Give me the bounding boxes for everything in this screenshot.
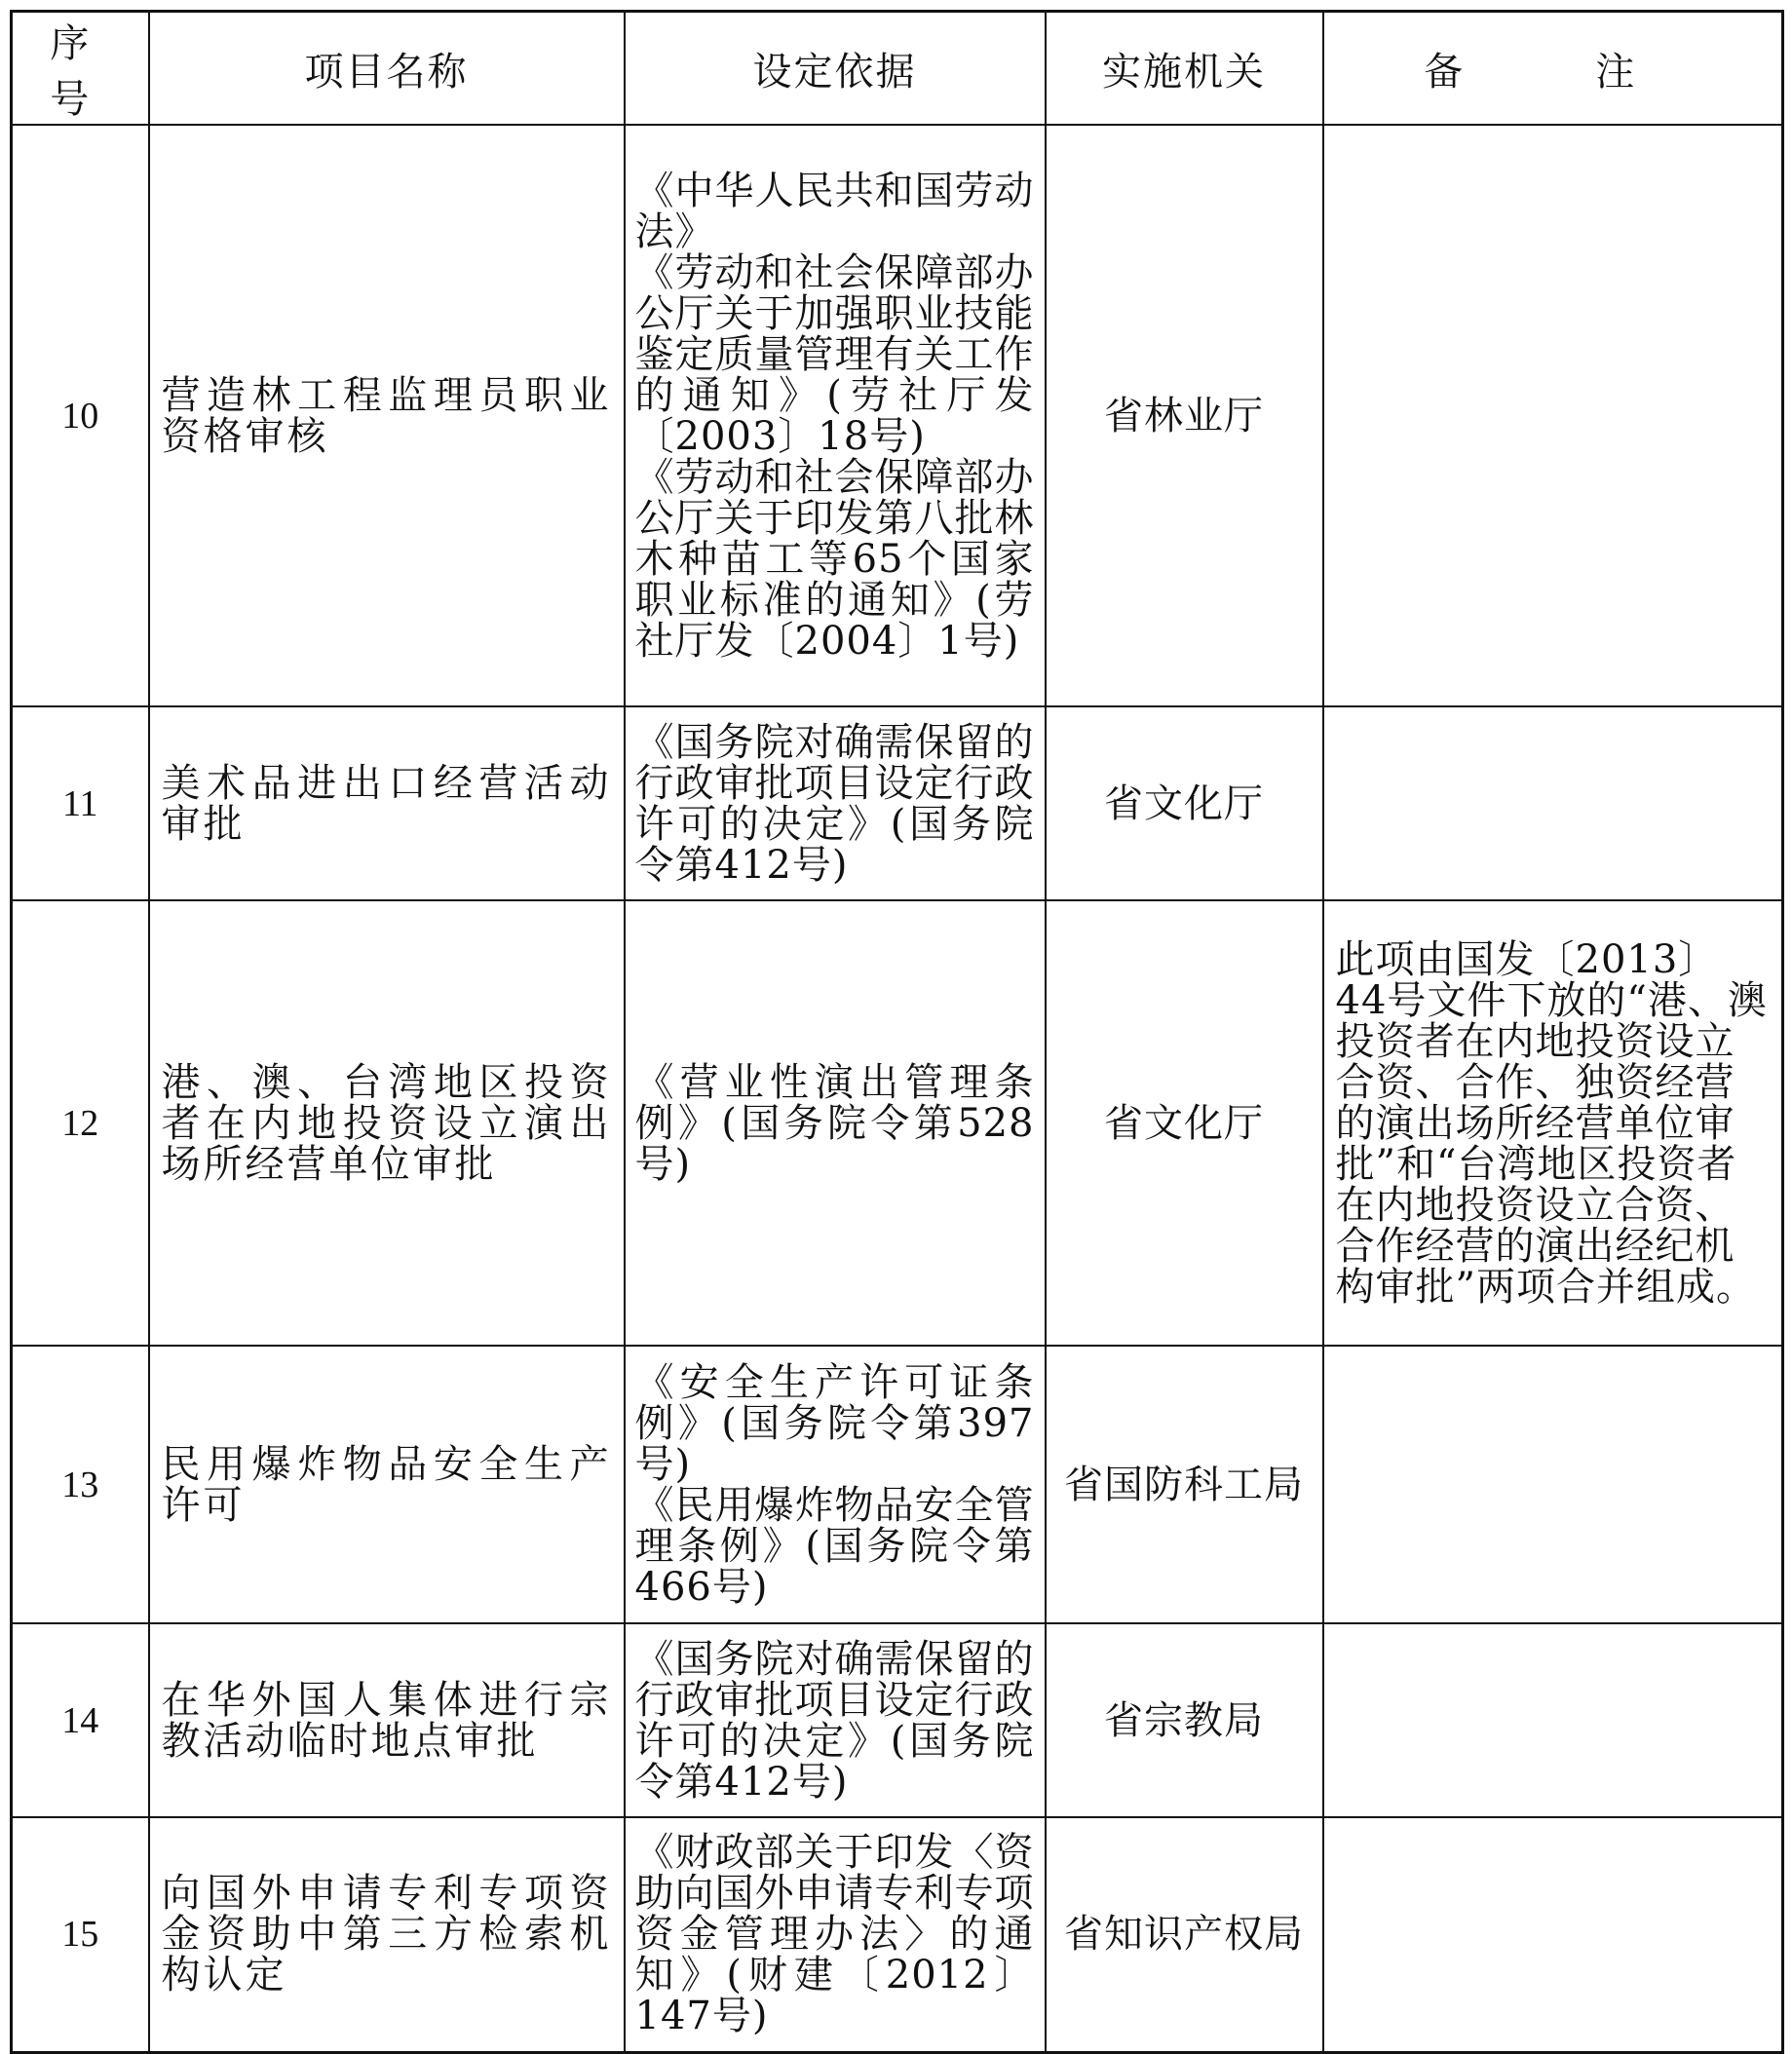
row-seq: 12: [12, 900, 149, 1346]
row-legal-basis: 《安全生产许可证条例》(国务院令第397号) 《民用爆炸物品安全管理条例》(国务院令第466号): [625, 1346, 1046, 1623]
table-row: [12, 125, 1783, 706]
row-legal-basis: 《中华人民共和国劳动法》 《劳动和社会保障部办公厅关于加强职业技能鉴定质量管理有关工作的通知》(劳社厅发〔2003〕18号) 《劳动和社会保障部办公厅关于印发第八批林木种苗工等65个国家职业标准的通知》(劳社厅发〔2004〕1号): [625, 125, 1046, 706]
row-remarks: [1323, 1346, 1783, 1623]
table-row: [12, 1623, 1783, 1817]
row-item-name: 在华外国人集体进行宗教活动临时地点审批: [149, 1623, 625, 1817]
row-item-name: 向国外申请专利专项资金资助中第三方检索机构认定: [149, 1817, 625, 2052]
row-agency: 省文化厅: [1046, 706, 1323, 900]
header-remarks: 备 注: [1323, 12, 1783, 126]
table-row: [12, 900, 1783, 1346]
row-agency: 省文化厅: [1046, 900, 1323, 1346]
row-item-name: 民用爆炸物品安全生产许可: [149, 1346, 625, 1623]
row-seq: 13: [12, 1346, 149, 1623]
row-item-name: 美术品进出口经营活动审批: [149, 706, 625, 900]
row-seq: 10: [12, 125, 149, 706]
row-remarks: [1323, 706, 1783, 900]
header-seq: 序 号: [12, 12, 149, 126]
row-item-name: 港、澳、台湾地区投资者在内地投资设立演出场所经营单位审批: [149, 900, 625, 1346]
row-remarks: [1323, 1623, 1783, 1817]
row-legal-basis: 《国务院对确需保留的行政审批项目设定行政许可的决定》(国务院令第412号): [625, 1623, 1046, 1817]
row-agency: 省知识产权局: [1046, 1817, 1323, 2052]
row-seq: 11: [12, 706, 149, 900]
table-row: [12, 1817, 1783, 2052]
row-seq: 15: [12, 1817, 149, 2052]
table-row: [12, 706, 1783, 900]
row-remarks: [1323, 1817, 1783, 2052]
row-agency: 省国防科工局: [1046, 1346, 1323, 1623]
header-agency: 实施机关: [1046, 12, 1323, 126]
table-row: [12, 1346, 1783, 1623]
row-legal-basis: 《国务院对确需保留的行政审批项目设定行政许可的决定》(国务院令第412号): [625, 706, 1046, 900]
row-remarks: [1323, 125, 1783, 706]
table-header-row: [12, 12, 1783, 126]
row-seq: 14: [12, 1623, 149, 1817]
row-agency: 省宗教局: [1046, 1623, 1323, 1817]
row-item-name: 营造林工程监理员职业资格审核: [149, 125, 625, 706]
row-legal-basis: 《营业性演出管理条例》(国务院令第528号): [625, 900, 1046, 1346]
approval-items-table: [10, 10, 1784, 2054]
header-legal-basis: 设定依据: [625, 12, 1046, 126]
header-item-name: 项目名称: [149, 12, 625, 126]
row-remarks: 此项由国发〔2013〕44号文件下放的“港、澳投资者在内地投资设立合资、合作、独资经营的演出场所经营单位审批”和“台湾地区投资者在内地投资设立合资、合作经营的演出经纪机构审批”两项合并组成。: [1323, 900, 1783, 1346]
approval-items-table-container: [10, 10, 1784, 2054]
row-agency: 省林业厅: [1046, 125, 1323, 706]
row-legal-basis: 《财政部关于印发〈资助向国外申请专利专项资金管理办法〉的通知》(财建〔2012〕147号): [625, 1817, 1046, 2052]
